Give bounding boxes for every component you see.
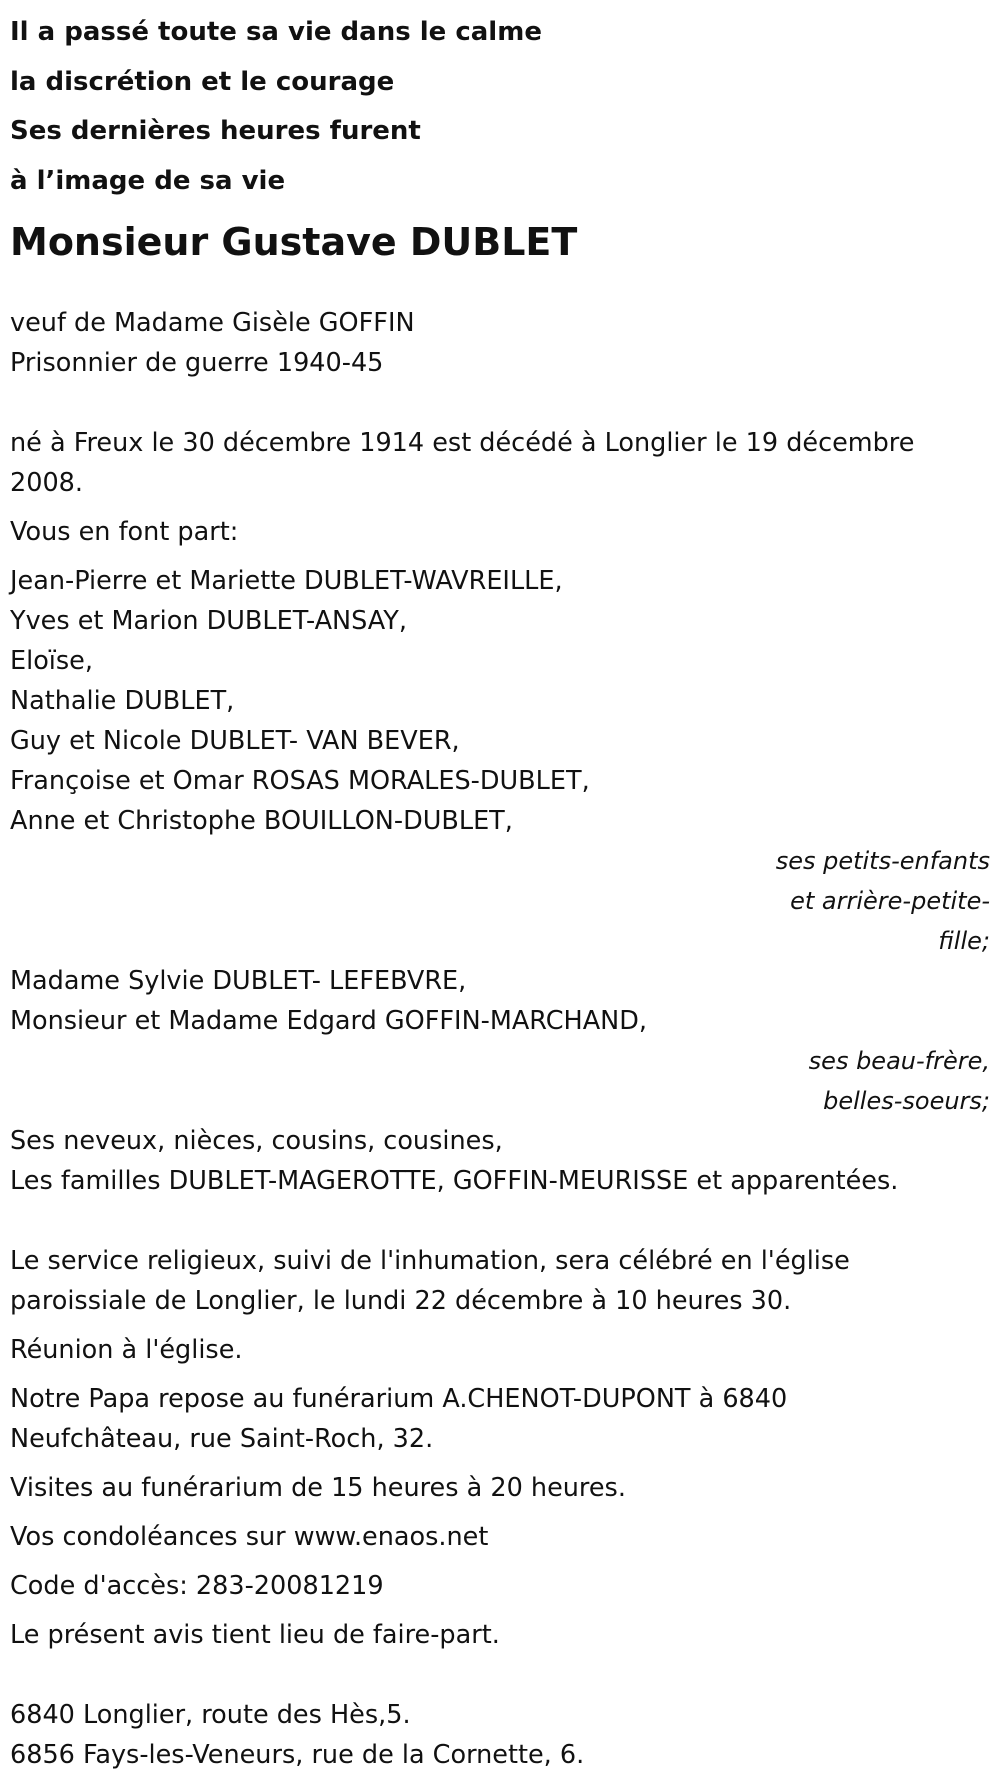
details	[10, 303, 990, 383]
prisoner-line: Prisonnier de guerre 1940-45	[10, 348, 384, 378]
family-member: Monsieur et Madame Edgard GOFFIN-MARCHAND,	[10, 1006, 647, 1036]
epigraph-line: Ses dernières heures furent	[10, 116, 421, 146]
birth-death-line: né à Freux le 30 décembre 1914 est décédé à Longlier le 19 décembre	[10, 428, 915, 458]
birth-death-line: 2008.	[10, 468, 84, 498]
grandchildren-list	[10, 561, 990, 841]
deceased-name: Monsieur Gustave DUBLET	[10, 220, 578, 264]
funeral-home-line: Notre Papa repose au funérarium A.CHENOT-DUPONT à 6840	[10, 1384, 788, 1414]
condolences-info: Vos condoléances sur www.enaos.net	[10, 1522, 489, 1552]
family-member: Madame Sylvie DUBLET- LEFEBVRE,	[10, 966, 467, 996]
address-line: 6840 Longlier, route des Hès,5.	[10, 1700, 411, 1730]
epigraph-line: la discrétion et le courage	[10, 66, 395, 97]
relation-line: fille;	[938, 927, 990, 955]
meeting-info: Réunion à l'église.	[10, 1335, 243, 1365]
announce: Vous en font part:	[10, 517, 239, 547]
family-member: Eloïse,	[10, 646, 93, 676]
service-info	[10, 1241, 990, 1321]
service-line: Le service religieux, suivi de l'inhumation, sera célébré en l'église	[10, 1246, 850, 1276]
birth-death	[10, 423, 990, 503]
family-line: Ses neveux, nièces, cousins, cousines,	[10, 1126, 503, 1156]
epigraph-line: à l’image de sa vie	[10, 165, 286, 196]
funeral-home-line: Neufchâteau, rue Saint-Roch, 32.	[10, 1424, 434, 1454]
access-code: Code d'accès: 283-20081219	[10, 1571, 384, 1601]
epigraph	[10, 0, 990, 206]
funeral-home-info	[10, 1379, 990, 1459]
relation-line: et arrière-petite-	[790, 887, 990, 915]
extended-family	[10, 1121, 990, 1201]
family-member: Jean-Pierre et Mariette DUBLET-WAVREILLE,	[10, 566, 563, 596]
service-line: paroissiale de Longlier, le lundi 22 décembre à 10 heures 30.	[10, 1286, 792, 1316]
visits-info: Visites au funérarium de 15 heures à 20 heures.	[10, 1473, 626, 1503]
addresses	[10, 1695, 990, 1775]
grandchildren-relation	[0, 841, 1000, 961]
in-laws-list	[10, 961, 990, 1041]
family-member: Françoise et Omar ROSAS MORALES-DUBLET,	[10, 766, 590, 796]
family-line: Les familles DUBLET-MAGEROTTE, GOFFIN-MEURISSE et apparentées.	[10, 1166, 899, 1196]
family-member: Yves et Marion DUBLET-ANSAY,	[10, 606, 407, 636]
epigraph-line: Il a passé toute sa vie dans le calme	[10, 17, 542, 47]
family-member: Anne et Christophe BOUILLON-DUBLET,	[10, 806, 513, 836]
address-line: 6856 Fays-les-Veneurs, rue de la Cornette, 6.	[10, 1740, 585, 1770]
relation-line: ses petits-enfants	[775, 847, 990, 875]
relation-line: belles-soeurs;	[823, 1087, 990, 1115]
relation-line: ses beau-frère,	[808, 1047, 990, 1075]
in-laws-relation	[0, 1041, 1000, 1121]
notice: Le présent avis tient lieu de faire-part.	[10, 1620, 500, 1650]
family-member: Nathalie DUBLET,	[10, 686, 235, 716]
widower-line: veuf de Madame Gisèle GOFFIN	[10, 308, 415, 338]
family-member: Guy et Nicole DUBLET- VAN BEVER,	[10, 726, 460, 756]
